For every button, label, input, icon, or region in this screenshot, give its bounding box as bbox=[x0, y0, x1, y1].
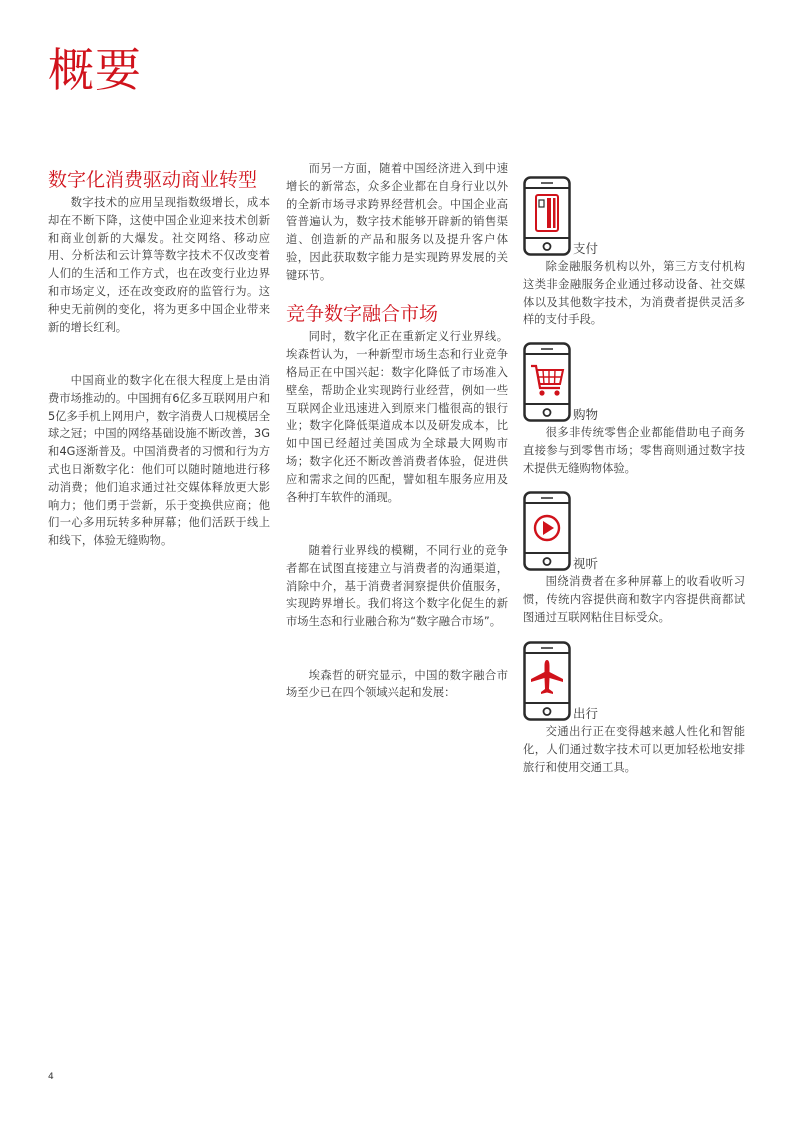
feature-travel bbox=[523, 641, 745, 776]
airplane-phone-icon bbox=[523, 641, 571, 721]
section-heading-digital-consumption: 数字化消费驱动商业转型 bbox=[48, 169, 258, 191]
column-left bbox=[48, 168, 270, 550]
paragraph: 而另一方面，随着中国经济进入到中速增长的新常态，众多企业都在自身行业以外的全新市场寻求跨界经营机会。中国企业高管普遍认为，数字技术能够开辟新的销售渠道、创造新的产品和服务以及提升客户体验，因此获取数字能力是实现跨界发展的关键环节。 bbox=[286, 162, 508, 282]
paragraph: 埃森哲的研究显示，中国的数字融合市场至少已在四个领域兴起和发展： bbox=[286, 668, 508, 700]
page-number: 4 bbox=[48, 1072, 54, 1082]
paragraph: 同时，数字化正在重新定义行业界线。埃森哲认为，一种新型市场生态和行业竞争格局正在中国兴起：数字化降低了市场准入壁垒，帮助企业实现跨行业经营，例如一些互联网企业迅速进入到原来门槛很高的银行业；数字化降低渠道成本以及研发成本，比如中国已经超过美国成为全球最大网购市场；数字化还不断改善消费者体验，促进供应和需求之间的匹配，譬如租车服务应用及各种打车软件的涌现。 bbox=[286, 330, 508, 504]
page-title: 概要 bbox=[48, 43, 142, 97]
feature-description: 围绕消费者在多种屏幕上的收看收听习惯，传统内容提供商和数字内容提供商都试图通过互联网粘住目标受众。 bbox=[523, 575, 745, 624]
feature-description: 除金融服务机构以外，第三方支付机构这类非金融服务企业通过移动设备、社交媒体以及其他数字技术，为消费者提供灵活多样的支付手段。 bbox=[523, 260, 745, 327]
feature-payment bbox=[523, 176, 745, 329]
feature-label: 视听 bbox=[573, 556, 599, 571]
paragraph: 中国商业的数字化在很大程度上是由消费市场推动的。中国拥有6亿多互联网用户和5亿多手机上网用户，数字消费人口规模居全球之冠；中国的网络基础设施不断改善，3G和4G逐渐普及。中国消费者的习惯和行为方式也日渐数字化：他们可以随时随地进行移动消费；他们追求通过社交媒体释放更大影响力；他们勇于尝新，乐于变换供应商；他们一心多用玩转多种屏幕；他们活跃于线上和线下，体验无缝购物。 bbox=[48, 373, 270, 548]
section-heading-digital-convergence: 竞争数字融合市场 bbox=[286, 303, 439, 326]
paragraph: 数字技术的应用呈现指数级增长，成本却在不断下降，这使中国企业迎来技术创新和商业创新的大爆发。社交网络、移动应用、分析法和云计算等数字技术不仅改变着人们的生活和工作方式，也在改变行业边界和市场定义，还在改变政府的监管行为。这种史无前例的变化，将为更多中国企业带来新的增长红利。 bbox=[48, 196, 270, 334]
feature-description: 交通出行正在变得越来越人性化和智能化，人们通过数字技术可以更加轻松地安排旅行和使用交通工具。 bbox=[523, 725, 745, 774]
paragraph: 随着行业界线的模糊，不同行业的竞争者都在试图直接建立与消费者的沟通渠道，消除中介，基于消费者洞察提供价值服务，实现跨界增长。我们将这个数字化促生的新市场生态和行业融合称为“数字融合市场”。 bbox=[286, 543, 508, 629]
feature-description: 很多非传统零售企业都能借助电子商务直接参与到零售市场；零售商则通过数字技术提供无缝购物体验。 bbox=[523, 426, 745, 475]
feature-label: 出行 bbox=[573, 706, 599, 721]
shopping-cart-phone-icon bbox=[523, 342, 571, 422]
feature-label: 购物 bbox=[573, 407, 599, 422]
feature-audiovisual bbox=[523, 491, 745, 626]
play-video-phone-icon bbox=[523, 491, 571, 571]
payment-card-phone-icon bbox=[523, 176, 571, 256]
column-middle bbox=[286, 160, 508, 702]
feature-shopping bbox=[523, 342, 745, 477]
feature-label: 支付 bbox=[573, 241, 599, 256]
